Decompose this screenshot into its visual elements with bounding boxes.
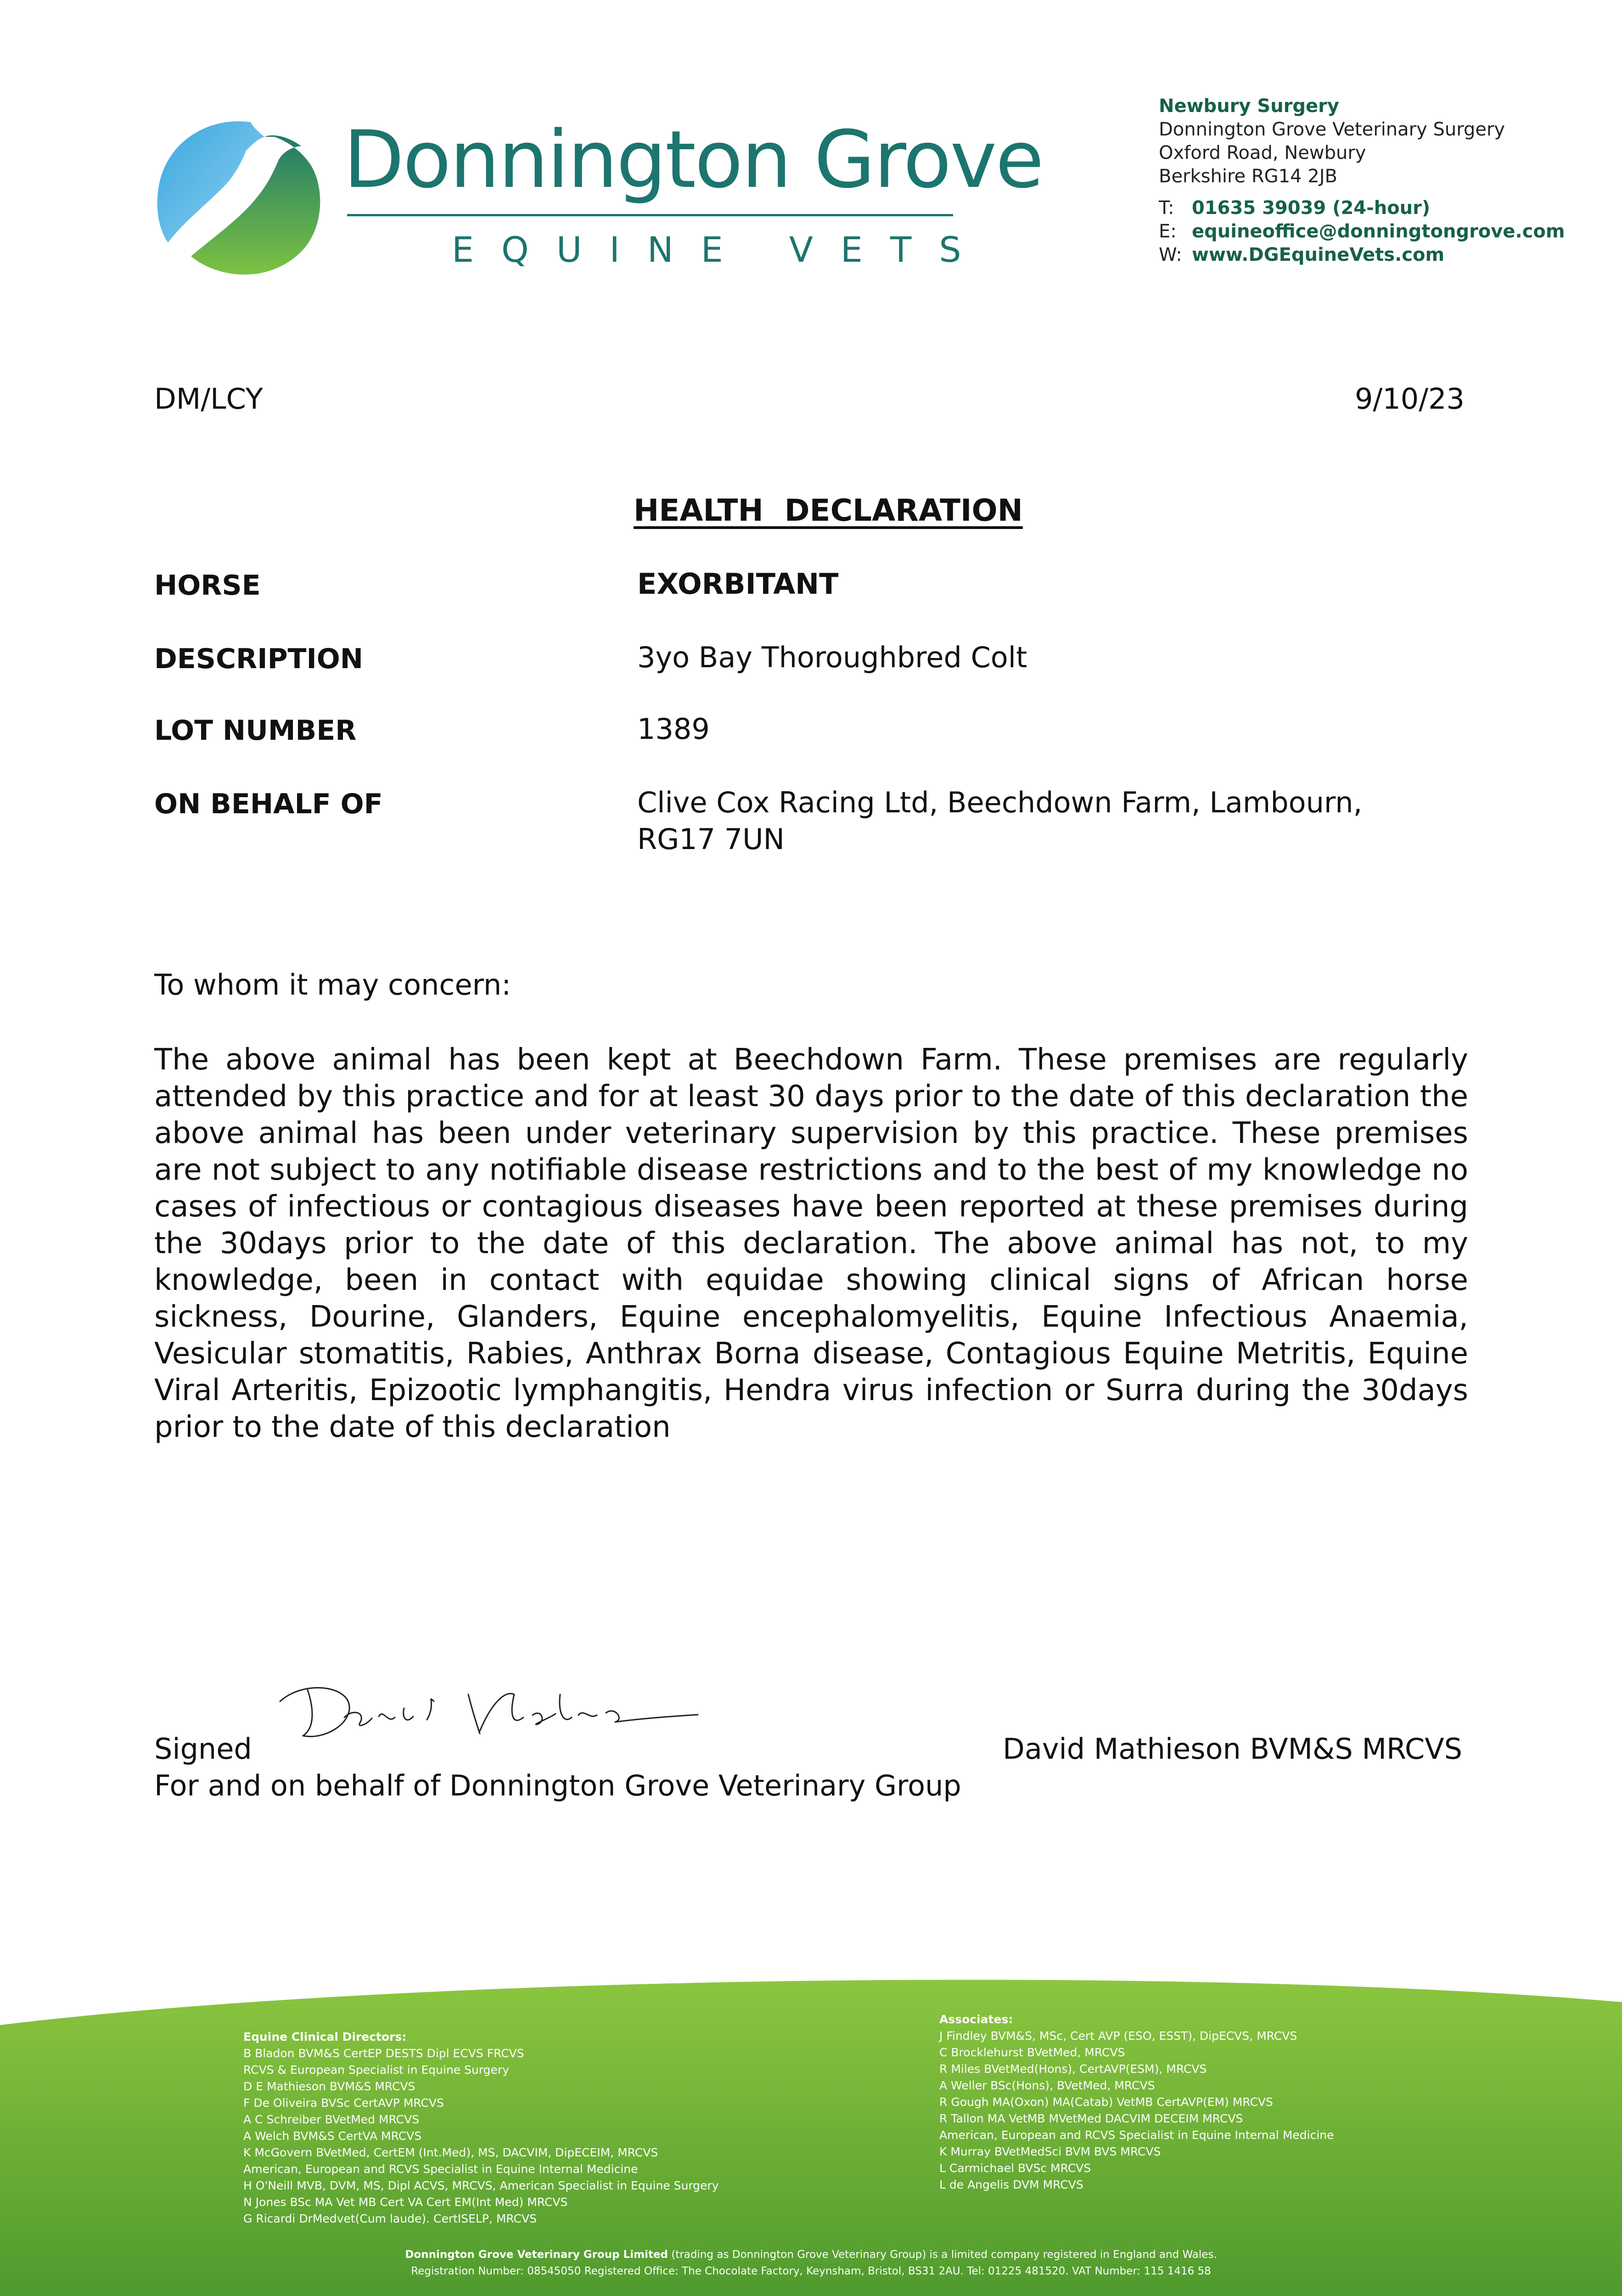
list-item: D E Mathieson BVM&S MRCVS [243,2080,415,2093]
clinical-directors-list [243,2029,886,2227]
legal-footer [0,2246,1622,2279]
horse-value: EXORBITANT [637,567,839,601]
brand-tagline: EQUINE VETS [452,229,989,270]
list-item: K McGovern BVetMed, CertEM (Int.Med), MS, DACVIM, DipECEIM, MRCVS [243,2146,658,2159]
surgery-name: Newbury Surgery [1159,96,1339,117]
horse-label: HORSE [154,569,261,602]
signed-label: Signed [154,1732,252,1766]
brand-divider [347,214,953,216]
document-title: HEALTH DECLARATION [634,493,1023,528]
reference-code: DM/LCY [154,382,263,416]
list-item: A C Schreiber BVetMed MRCVS [243,2113,420,2126]
list-item: L Carmichael BVSc MRCVS [939,2161,1091,2175]
address-line: Berkshire RG14 2JB [1159,166,1337,187]
on-behalf-statement: For and on behalf of Donnington Grove Veterinary Group [154,1769,961,1802]
list-item: C Brocklehurst BVetMed, MRCVS [939,2046,1125,2059]
list-item: A Welch BVM&S CertVA MRCVS [243,2129,422,2143]
on-behalf-of-value: Clive Cox Racing Ltd, Beechdown Farm, Lambourn, RG17 7UN [637,786,1363,856]
legal-line [0,2246,1622,2263]
email-key: E: [1159,221,1177,242]
list-item: American, European and RCVS Specialist in Equine Internal Medicine [243,2162,638,2176]
associates-heading: Associates: [939,2013,1013,2026]
description-value: 3yo Bay Thoroughbred Colt [637,641,1027,674]
list-item: G Ricardi DrMedvet(Cum laude). CertISELP, MRCVS [243,2212,537,2225]
website-key: W: [1159,244,1182,265]
phone-key: T: [1159,197,1174,219]
list-item: K Murray BVetMedSci BVM BVS MRCVS [939,2145,1161,2158]
associates-list [939,2011,1536,2193]
declaration-body: The above animal has been kept at Beechdown Farm. These premises are regularly attended by this practice and for at least 30 days prior to the date of this declaration the above animal has been under veterinary supervision by this practice. These premises are not subject to any notifiable disease restrictions and to the best of my knowledge no cases of infectious or contagious diseases have been reported at these premises during the 30days prior to the date of this declaration. The above animal has not, to my knowledge, been in contact with equidae showing clinical signs of African horse sickness, Dourine, Glanders, Equine encephalomyelitis, Equine Infectious Anaemia, Vesicular stomatitis, Rabies, Anthrax Borna disease, Contagious Equine Metritis, Equine Viral Arteritis, Epizootic lymphangitis, Hendra virus infection or Surra during the 30days prior to the date of this declaration [154,1043,1468,1444]
list-item: American, European and RCVS Specialist in Equine Internal Medicine [939,2128,1334,2142]
list-item: J Findley BVM&S, MSc, Cert AVP (ESO, ESST), DipECVS, MRCVS [939,2029,1297,2043]
phone-row [1159,197,1565,220]
phone-number[interactable]: 01635 39039 (24-hour) [1192,197,1431,219]
contact-block [1159,95,1565,267]
list-item: RCVS & European Specialist in Equine Surgery [243,2063,510,2077]
brand-name: Donnington Grove [343,113,1043,206]
legal-line-rest: (trading as Donnington Grove Veterinary Group) is a limited company registered in England and Wales. [668,2249,1217,2261]
list-item: A Weller BSc(Hons), BVetMed, MRCVS [939,2079,1155,2092]
website-row [1159,243,1565,267]
list-item: N Jones BSc MA Vet MB Cert VA Cert EM(Int Med) MRCVS [243,2195,568,2209]
signatory-name: David Mathieson BVM&S MRCVS [1003,1732,1462,1766]
list-item: L de Angelis DVM MRCVS [939,2178,1083,2191]
donnington-grove-logo-icon [154,118,324,283]
address-line: Oxford Road, Newbury [1159,142,1366,163]
list-item: H O'Neill MVB, DVM, MS, Dipl ACVS, MRCVS, American Specialist in Equine Surgery [243,2179,719,2192]
list-item: R Tallon MA VetMB MVetMed DACVIM DECEIM MRCVS [939,2112,1243,2125]
email-row [1159,220,1565,243]
list-item: B Bladon BVM&S CertEP DESTS Dipl ECVS FRCVS [243,2047,524,2060]
salutation: To whom it may concern: [154,968,511,1002]
lot-number-label: LOT NUMBER [154,715,357,747]
registration-line: Registration Number: 08545050 Registered Office: The Chocolate Factory, Keynsham, Bristol, BS31 2AU. Tel: 01225 481520. VAT Number: 115 1416 58 [411,2265,1211,2277]
list-item: R Miles BVetMed(Hons), CertAVP(ESM), MRCVS [939,2062,1207,2076]
on-behalf-of-label: ON BEHALF OF [154,788,383,820]
list-item: F De Oliveira BVSc CertAVP MRCVS [243,2096,444,2110]
handwritten-signature [275,1676,702,1745]
website-link[interactable]: www.DGEquineVets.com [1192,244,1445,265]
company-name: Donnington Grove Veterinary Group Limited [405,2249,668,2261]
email-link[interactable]: equineoffice@donningtongrove.com [1192,221,1565,242]
directors-heading: Equine Clinical Directors: [243,2030,407,2043]
letter-date: 9/10/23 [1354,382,1465,416]
list-item: R Gough MA(Oxon) MA(Catab) VetMB CertAVP(EM) MRCVS [939,2095,1273,2109]
description-label: DESCRIPTION [154,643,364,675]
lot-number-value: 1389 [637,712,710,746]
address-line: Donnington Grove Veterinary Surgery [1159,119,1505,140]
